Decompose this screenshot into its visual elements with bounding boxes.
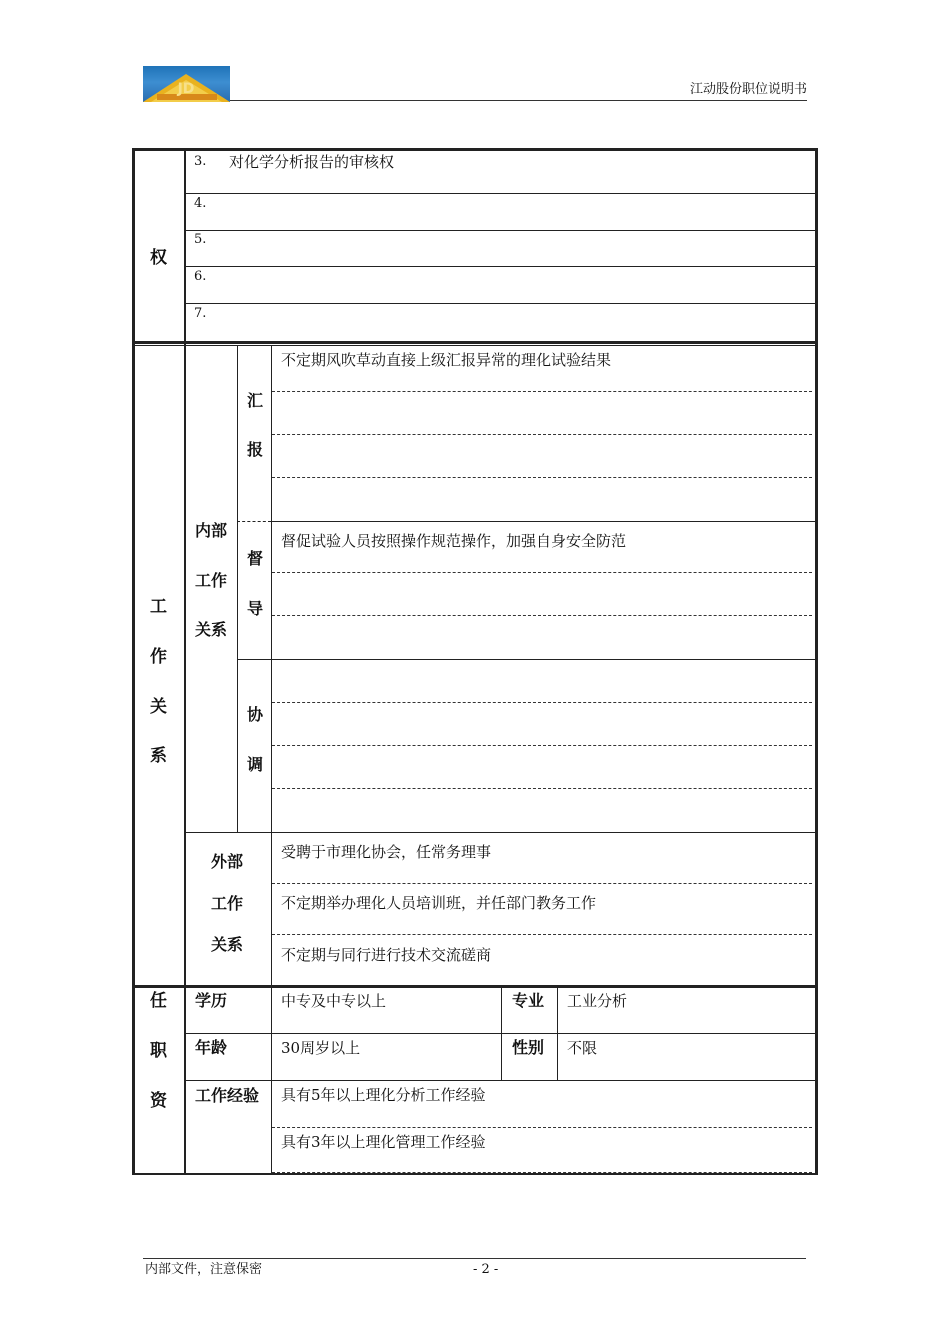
qualifications-label-char: 职 (150, 1041, 167, 1061)
section-divider-relations (132, 985, 818, 988)
document-title: 江动股份职位说明书 (689, 82, 807, 97)
authority-item-number: 5. (194, 232, 207, 247)
ruled-line (272, 745, 812, 746)
internal-relations-label: 内部 (195, 521, 228, 540)
authority-item-number: 4. (194, 196, 207, 211)
ruled-line (272, 1172, 812, 1173)
authority-item-number: 3. (194, 154, 207, 169)
gender-label: 性别 (512, 1038, 545, 1057)
coordinate-label: 协 (247, 705, 264, 724)
section-divider-authority-inner (132, 345, 818, 346)
supervise-label: 导 (247, 599, 264, 618)
report-label: 报 (247, 440, 264, 459)
external-line: 受聘于市理化协会，任常务理事 (281, 843, 492, 861)
company-logo (143, 66, 230, 102)
ruled-line (272, 572, 812, 573)
education-label: 学历 (195, 991, 228, 1010)
external-relations-label: 关系 (211, 935, 244, 954)
major-value: 工业分析 (567, 992, 628, 1010)
qualifications-label-char: 任 (150, 991, 167, 1011)
logo-text: JD (177, 81, 195, 97)
supervise-coordinate-divider (237, 659, 816, 660)
experience-line: 具有5年以上理化分析工作经验 (281, 1086, 486, 1104)
report-line: 不定期风吹草动直接上级汇报异常的理化试验结果 (281, 351, 612, 369)
authority-row-line (184, 230, 816, 231)
ruled-line (272, 788, 812, 789)
ruled-line (272, 702, 812, 703)
experience-line: 具有3年以上理化管理工作经验 (281, 1133, 486, 1151)
authority-row-line (184, 193, 816, 194)
experience-label: 工作经验 (195, 1086, 260, 1105)
internal-subcolumn-separator (237, 346, 238, 832)
authority-item-number: 6. (194, 269, 207, 284)
external-relations-label: 工作 (211, 894, 244, 913)
supervise-label: 督 (247, 549, 264, 568)
report-supervise-divider (271, 521, 816, 522)
label-column-separator (184, 148, 186, 1174)
external-line: 不定期举办理化人员培训班，并任部门教务工作 (281, 894, 597, 912)
ruled-line (272, 477, 812, 478)
qual-row-line (184, 1033, 816, 1034)
content-column-separator (271, 346, 272, 1173)
table-border-bottom (132, 1173, 818, 1175)
supervise-line: 督促试验人员按照操作规范操作，加强自身安全防范 (281, 532, 627, 550)
relations-label-char: 关 (150, 697, 167, 717)
ruled-line (272, 615, 812, 616)
relations-label-char: 作 (150, 647, 167, 667)
report-label: 汇 (247, 391, 264, 410)
authority-section-label: 权 (150, 248, 167, 268)
ruled-line (272, 1127, 812, 1128)
subgroup-dash-divider (237, 521, 271, 522)
authority-row-line (184, 303, 816, 304)
confidentiality-note: 内部文件，注意保密 (145, 1262, 263, 1277)
qual-row-line (184, 1080, 816, 1081)
age-label: 年龄 (195, 1038, 228, 1057)
ruled-line (272, 934, 812, 935)
external-relations-label: 外部 (211, 852, 244, 871)
ruled-line (272, 883, 812, 884)
education-value: 中专及中专以上 (281, 992, 387, 1010)
qual-column-line (557, 985, 558, 1080)
authority-item-number: 7. (194, 306, 207, 321)
coordinate-label: 调 (247, 755, 264, 774)
table-border-right (815, 148, 818, 1174)
ruled-line (272, 434, 812, 435)
qualifications-label-char: 资 (150, 1091, 167, 1111)
relations-label-char: 系 (150, 746, 167, 766)
internal-relations-label: 工作 (195, 571, 228, 590)
page-number: - 2 - (473, 1262, 499, 1277)
table-border-left (132, 148, 135, 1174)
section-divider-authority (132, 341, 818, 344)
internal-external-divider (184, 832, 816, 833)
authority-row-line (184, 266, 816, 267)
ruled-line (272, 391, 812, 392)
header-rule (230, 100, 807, 101)
relations-label-char: 工 (150, 597, 167, 617)
age-value: 30周岁以上 (281, 1039, 361, 1057)
external-line: 不定期与同行进行技术交流磋商 (281, 946, 492, 964)
internal-relations-label: 关系 (195, 620, 228, 639)
qual-column-line (501, 985, 502, 1080)
gender-value: 不限 (567, 1039, 598, 1057)
footer-rule (143, 1258, 806, 1259)
major-label: 专业 (512, 991, 545, 1010)
logo-graphic (143, 66, 230, 102)
table-border-top (132, 148, 818, 151)
authority-item-text: 对化学分析报告的审核权 (229, 153, 395, 171)
